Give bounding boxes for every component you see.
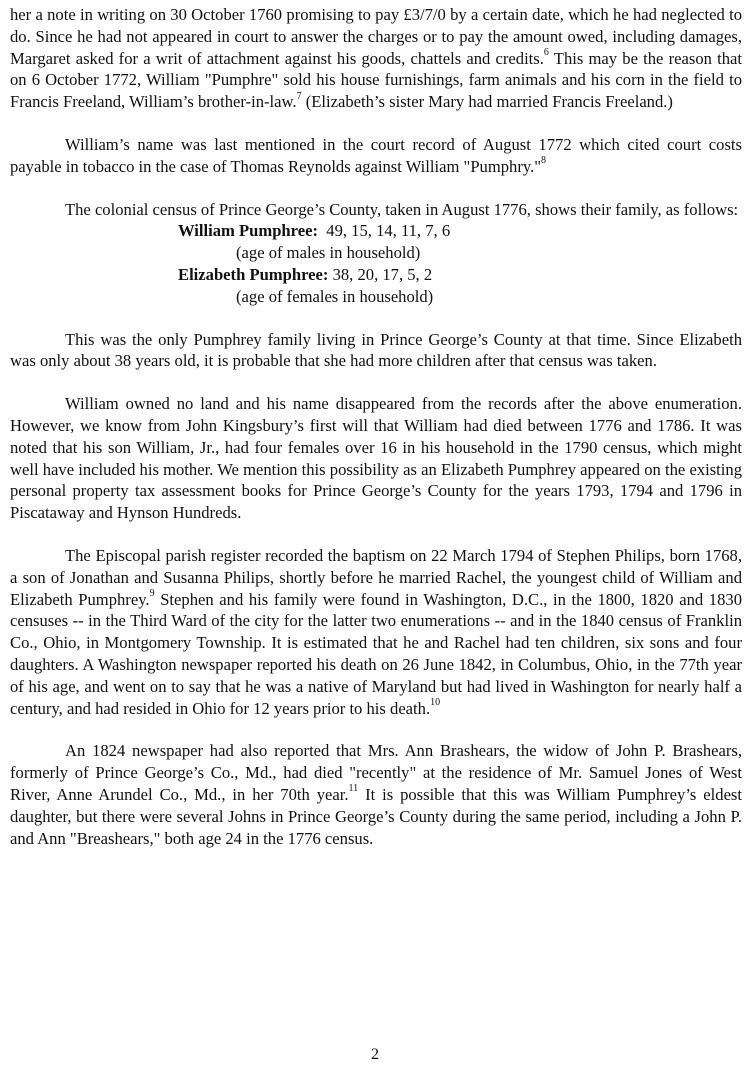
paragraph-7 bbox=[10, 740, 742, 849]
footnote-ref-7: 7 bbox=[296, 90, 302, 102]
footnote-ref-8: 8 bbox=[541, 155, 547, 167]
census-female-row bbox=[10, 264, 742, 286]
paragraph-1-text-b: This may be the reason that on 6 October 1772, William "Pumphre" sold his house furnishings, farm animals and his corn in the field to Francis Freeland, William’s brother-in-law. bbox=[10, 48, 742, 112]
census-male-note: (age of males in household) bbox=[236, 243, 421, 263]
paragraph-7-text-b: It is possible that this was William Pumphrey’s eldest daughter, but there were several Johns in Prince George’s County during the same period, including a John P. and Ann "Breashears," both age 24 in the 1776 census. bbox=[10, 784, 742, 848]
page-body bbox=[10, 4, 742, 849]
census-block bbox=[10, 220, 742, 307]
census-female-name: Elizabeth Pumphree: bbox=[178, 264, 329, 284]
footnote-ref-11: 11 bbox=[348, 783, 359, 795]
paragraph-7-text-a: An 1824 newspaper had also reported that Mrs. Ann Brashears, the widow of John P. Brashears, formerly of Prince George’s Co., Md., had died "recently" at the residence of Mr. Samuel Jones of West River, Anne Arundel Co., Md., in her 70th year. bbox=[10, 741, 742, 804]
paragraph-2 bbox=[10, 134, 742, 178]
census-male-name: William Pumphree: bbox=[178, 221, 318, 241]
census-female-ages: 38, 20, 17, 5, 2 bbox=[332, 264, 433, 284]
paragraph-5-text: William owned no land and his name disappeared from the records after the above enumeration. However, we know from John Kingsbury’s first will that William had died between 1776 and 1786. It was noted that his son William, Jr., had four females over 16 in his household in the 1790 census, which might well have included his mother. We mention this possibility as an Elizabeth Pumphrey appeared on the existing personal property tax assessment books for Prince George’s County for the years 1793, 1794 and 1796 in Piscataway and Hynson Hundreds. bbox=[10, 394, 742, 523]
footnote-ref-10: 10 bbox=[430, 696, 441, 708]
paragraph-3-text: The colonial census of Prince George’s County, taken in August 1776, shows their family, as follows: bbox=[65, 199, 739, 219]
paragraph-1-text-c: (Elizabeth’s sister Mary had married Francis Freeland.) bbox=[301, 92, 673, 112]
paragraph-6-text-a: The Episcopal parish register recorded the baptism on 22 March 1794 of Stephen Philips, born 1768, a son of Jonathan and Susanna Philips, shortly before he married Rachel, the youngest child of William and Elizabeth Pumphrey. bbox=[10, 545, 742, 609]
paragraph-6 bbox=[10, 545, 742, 719]
footnote-ref-6: 6 bbox=[543, 47, 549, 59]
paragraph-4 bbox=[10, 329, 742, 373]
paragraph-1-text-a: her a note in writing on 30 October 1760 promising to pay £3/7/0 by a certain date, which he had neglected to do. Since he had not appeared in court to answer the charges or to pay the amount owed, including damages, Margaret asked for a writ of attachment against his goods, chattels and credits. bbox=[10, 5, 742, 68]
census-male-row bbox=[10, 220, 742, 242]
footnote-ref-9: 9 bbox=[149, 588, 155, 599]
page-number: 2 bbox=[371, 1046, 379, 1063]
paragraph-2-text: William’s name was last mentioned in the court record of August 1772 which cited court costs payable in tobacco in the case of Thomas Reynolds against William "Pumphry." bbox=[10, 134, 742, 176]
paragraph-1 bbox=[10, 4, 742, 113]
paragraph-3 bbox=[10, 199, 742, 221]
paragraph-4-text: This was the only Pumphrey family living in Prince George’s County at that time. Since Elizabeth was only about 38 years old, it is probable that she had more children after that census was taken. bbox=[10, 329, 742, 371]
census-male-ages: 49, 15, 14, 11, 7, 6 bbox=[326, 221, 451, 241]
paragraph-6-text-b: Stephen and his family were found in Washington, D.C., in the 1800, 1820 and 1830 censuses -- in the Third Ward of the city for the latter two enumerations -- and in the 1840 census of Franklin Co., Ohio, in Montgomery Township. It is estimated that he and Rachel had ten children, six sons and four daughters. A Washington newspaper reported his death on 26 June 1842, in Columbus, Ohio, in the 77th year of his age, and went on to say that he was a native of Maryland but had lived in Washington for nearly half a century, and had resided in Ohio for 12 years prior to his death. bbox=[10, 589, 742, 718]
paragraph-5 bbox=[10, 393, 742, 524]
census-female-note: (age of females in household) bbox=[236, 286, 434, 306]
